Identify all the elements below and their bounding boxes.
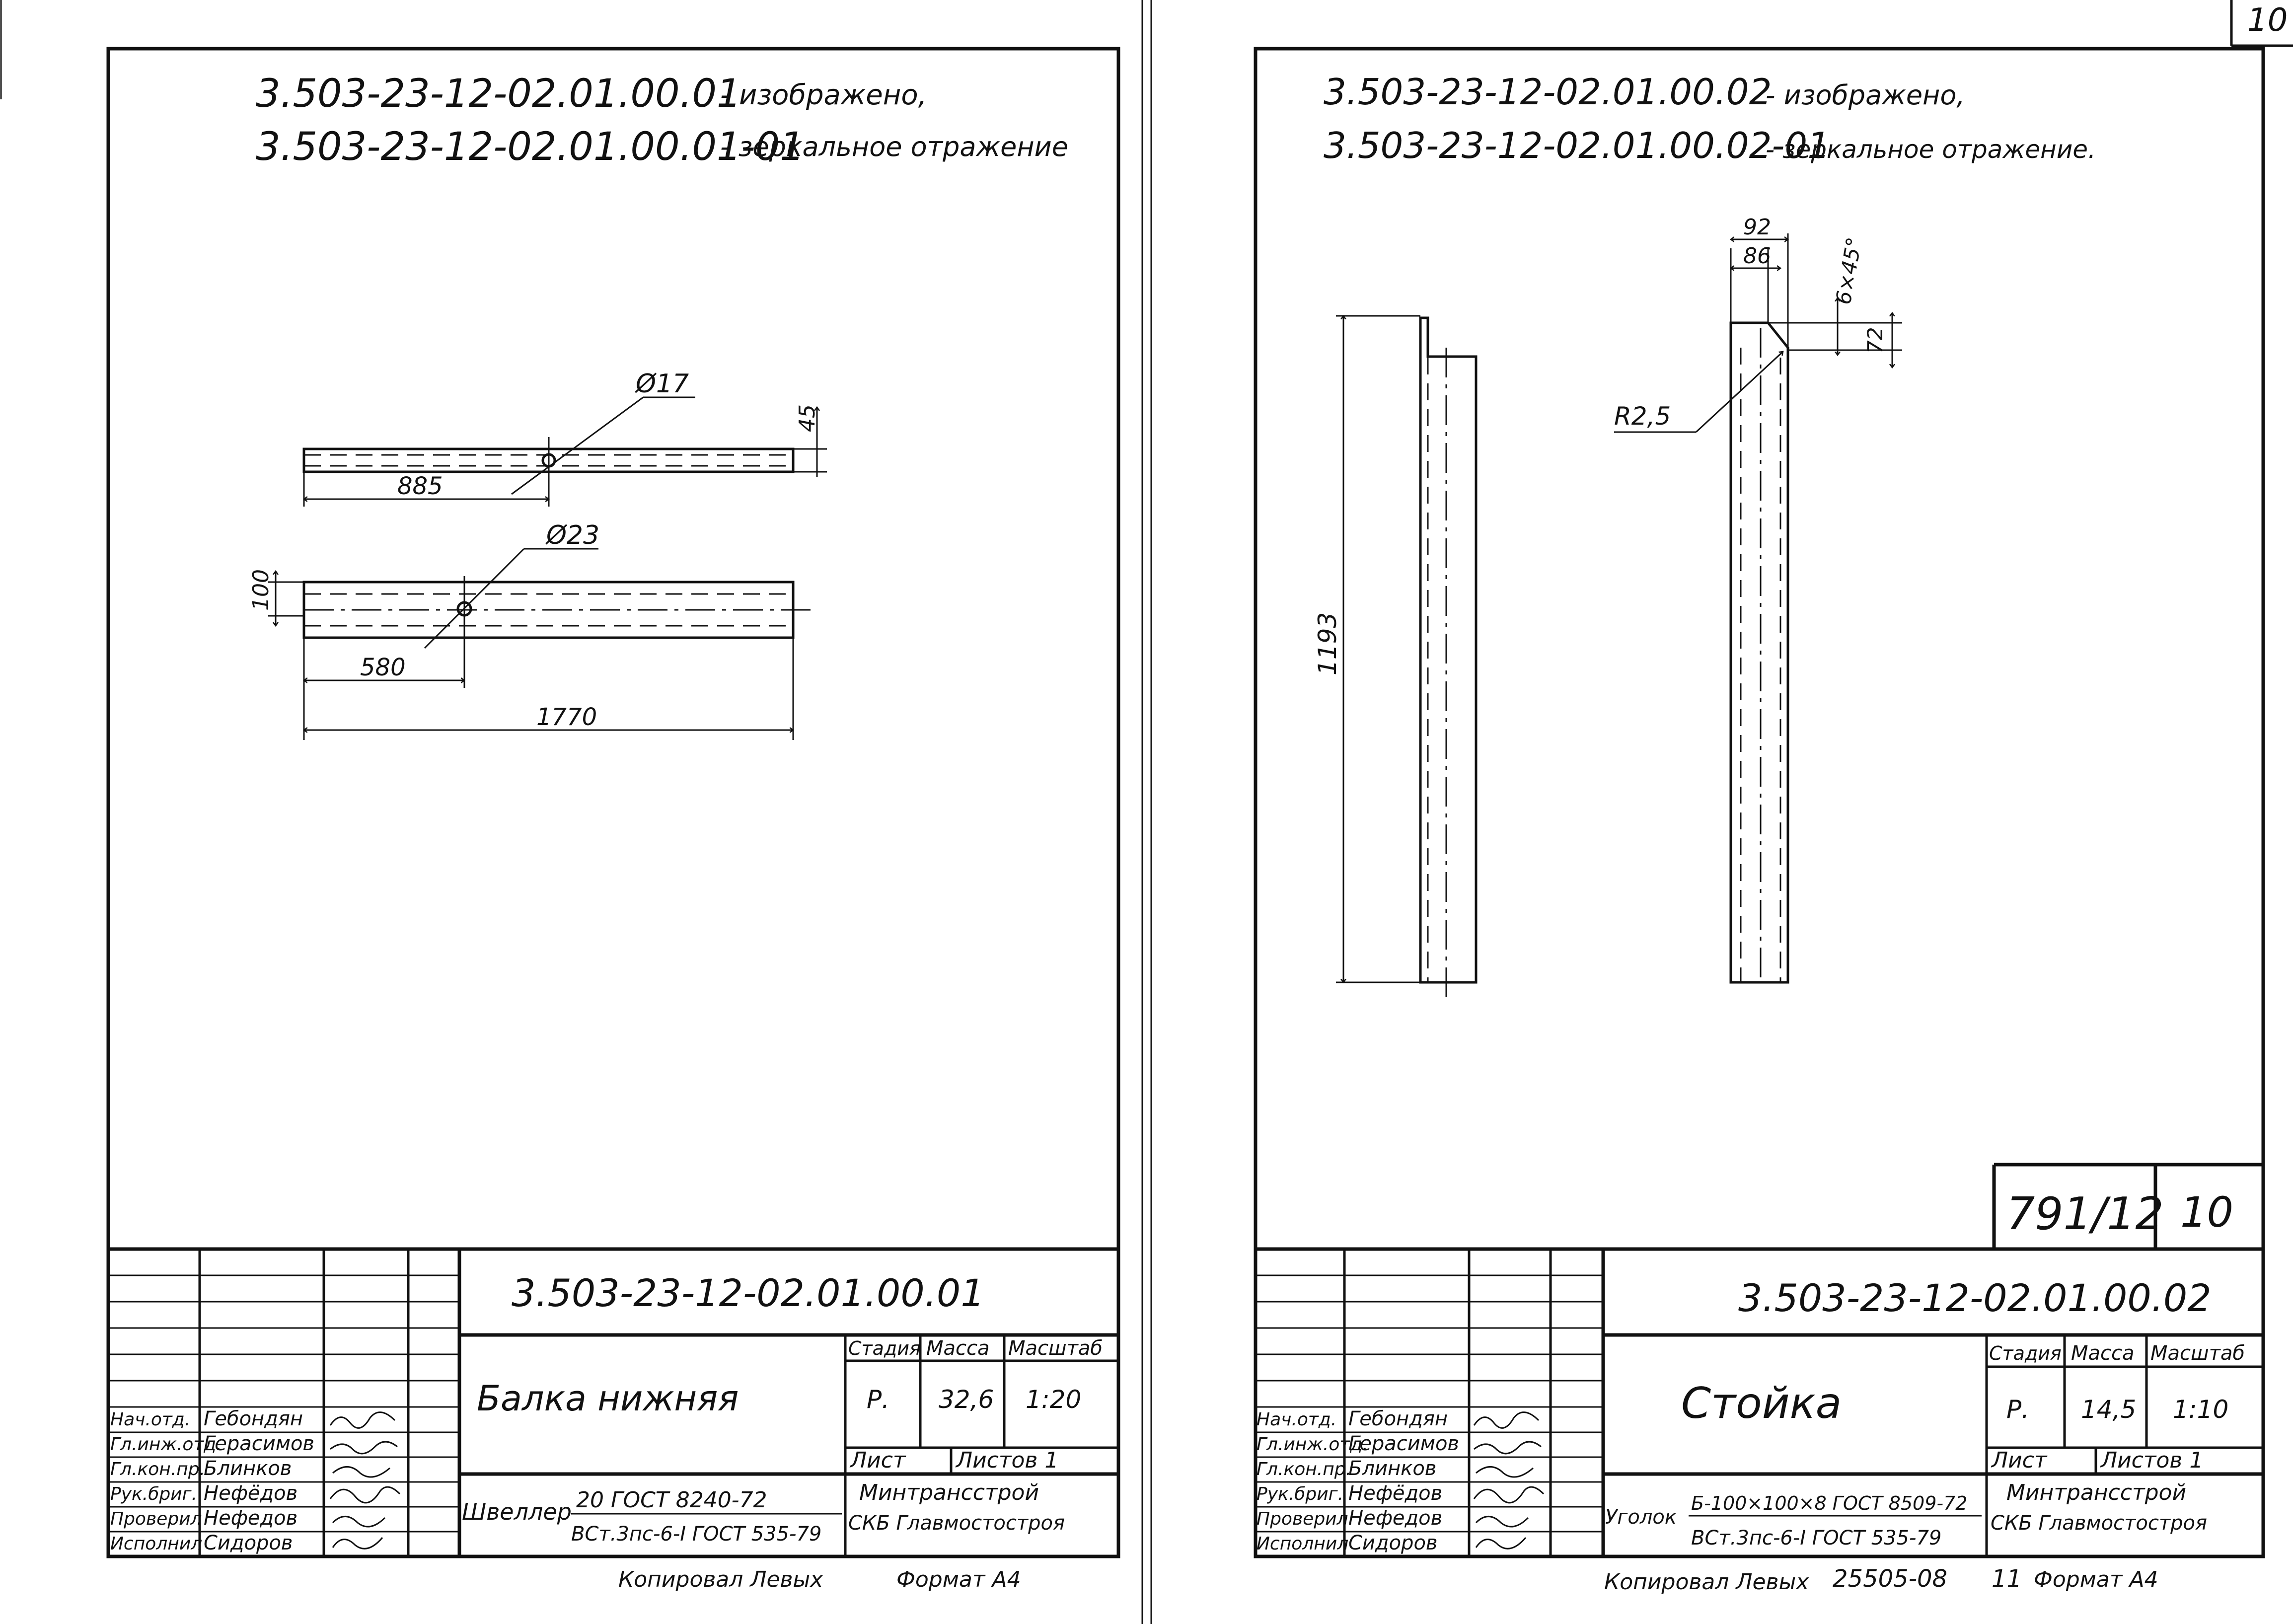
right-role-3: Гл.кон.пр.	[1257, 1459, 1352, 1479]
right-role-2: Гл.инж.отд.	[1257, 1434, 1368, 1455]
right-name-6: Сидоров	[1348, 1532, 1438, 1554]
right-role-4: Рук.бриг.	[1257, 1484, 1344, 1504]
dim-height-small: 45	[795, 404, 820, 432]
left-mass-label: Масса	[926, 1337, 990, 1360]
right-header-code-1: 3.503-23-12-02.01.00.02	[1324, 71, 1772, 113]
right-sheet	[1256, 49, 2263, 1595]
dim-chamfer: 6×45°	[1831, 235, 1867, 306]
right-stage: Р.	[2006, 1395, 2030, 1424]
dim-hole-small: Ø17	[636, 369, 689, 399]
right-mass: 14,5	[2081, 1395, 2137, 1424]
page-number: 10	[2247, 2, 2288, 39]
right-org-line1: Минтрансстрой	[2006, 1480, 2187, 1505]
left-role-1: Нач.отд.	[110, 1409, 191, 1430]
right-footer-order: 25505-08	[1833, 1565, 1948, 1593]
dim-hole-large: Ø23	[546, 520, 600, 550]
stamp-number: 791/12	[2006, 1188, 2164, 1240]
left-role-4: Рук.бриг.	[110, 1484, 198, 1504]
left-material-top: 20 ГОСТ 8240-72	[576, 1487, 767, 1513]
right-material-top: Б-100×100×8 ГОСТ 8509-72	[1691, 1492, 1968, 1514]
left-stage-label: Стадия	[848, 1337, 921, 1359]
right-name-4: Нефёдов	[1348, 1482, 1443, 1505]
right-material-label: Уголок	[1605, 1506, 1677, 1529]
right-footer-format: Формат А4	[2034, 1567, 2158, 1592]
left-name-3: Блинков	[204, 1457, 292, 1480]
dim-radius: R2,5	[1614, 402, 1671, 431]
left-sheets-label: Листов 1	[956, 1448, 1059, 1473]
right-header-note-2: - зеркальное отражение.	[1766, 135, 2096, 164]
left-sheet-label: Лист	[850, 1448, 906, 1473]
left-header-code-2: 3.503-23-12-02.01.00.01-01	[256, 125, 805, 169]
left-footer-copied: Копировал Левых	[618, 1567, 823, 1592]
left-footer-format: Формат А4	[896, 1567, 1021, 1592]
dim-step: 72	[1863, 327, 1887, 354]
page-number-box	[2231, 0, 2293, 46]
dim-offset-large: 580	[360, 654, 406, 681]
left-role-2: Гл.инж.отд.	[110, 1434, 222, 1455]
beam-front-view	[248, 520, 814, 740]
left-role-6: Исполнил	[110, 1534, 203, 1554]
left-designation: 3.503-23-12-02.01.00.01	[512, 1271, 985, 1315]
dim-offset-small: 885	[397, 472, 443, 500]
right-sheet-label: Лист	[1992, 1448, 2047, 1473]
right-header-code-2: 3.503-23-12-02.01.00.02-01	[1324, 125, 1831, 166]
right-name-3: Блинков	[1348, 1457, 1437, 1480]
right-name-2: Герасимов	[1348, 1432, 1460, 1455]
dim-width-inner: 86	[1743, 243, 1771, 269]
right-footer-copied: Копировал Левых	[1604, 1569, 1809, 1595]
left-org-line2: СКБ Главмостостроя	[848, 1512, 1065, 1535]
right-sheets-label: Листов 1	[2101, 1448, 2204, 1473]
beam-top-view	[304, 369, 827, 507]
dim-height-large: 100	[248, 569, 274, 611]
right-name-1: Гебондян	[1348, 1407, 1448, 1430]
left-part-name: Балка нижняя	[477, 1378, 739, 1419]
left-name-5: Нефедов	[204, 1507, 298, 1530]
post-front-view	[1614, 215, 1902, 982]
left-sheet	[108, 49, 1118, 1592]
right-designation: 3.503-23-12-02.01.00.02	[1738, 1276, 2212, 1320]
left-title-block	[108, 1249, 1118, 1556]
left-name-2: Герасимов	[204, 1432, 315, 1455]
stamp-sheet: 10	[2180, 1188, 2233, 1237]
right-role-5: Проверил	[1257, 1509, 1348, 1529]
left-org-line1: Минтрансстрой	[859, 1480, 1039, 1505]
post-side-view	[1313, 316, 1476, 1003]
left-name-4: Нефёдов	[204, 1482, 298, 1505]
stamp-box	[1994, 1165, 2263, 1249]
dim-post-height: 1193	[1313, 612, 1342, 675]
left-header-note-2: - зеркальное отражение	[720, 131, 1068, 162]
right-sheet-frame	[1256, 49, 2263, 1556]
right-name-5: Нефедов	[1348, 1507, 1443, 1530]
right-title-block	[1256, 1249, 2263, 1556]
right-stage-label: Стадия	[1989, 1342, 2062, 1364]
right-mass-label: Масса	[2071, 1342, 2135, 1365]
left-material-label: Швеллер	[462, 1498, 572, 1525]
right-footer-copy-no: 11	[1992, 1565, 2022, 1593]
left-header-code-1: 3.503-23-12-02.01.00.01	[256, 72, 741, 116]
right-header-note-1: - изображено,	[1766, 79, 1965, 111]
left-stage: Р.	[867, 1385, 890, 1414]
right-role-6: Исполнил	[1257, 1534, 1349, 1554]
left-sheet-frame	[108, 49, 1118, 1556]
right-org-line2: СКБ Главмостостроя	[1991, 1512, 2208, 1535]
left-header-note-1: - изображено,	[720, 79, 927, 111]
left-role-5: Проверил	[110, 1509, 202, 1529]
right-scale: 1:10	[2173, 1395, 2229, 1424]
dim-length: 1770	[536, 703, 597, 731]
right-part-name: Стойка	[1681, 1379, 1842, 1428]
left-scale: 1:20	[1026, 1385, 1082, 1414]
left-name-6: Сидоров	[204, 1532, 293, 1554]
dim-width-outer: 92	[1743, 215, 1771, 240]
right-scale-label: Масштаб	[2150, 1342, 2245, 1365]
right-material-bottom: ВСт.3пс-6-I ГОСТ 535-79	[1691, 1527, 1942, 1550]
left-name-1: Гебондян	[204, 1407, 303, 1430]
left-scale-label: Масштаб	[1008, 1337, 1103, 1360]
left-role-3: Гл.кон.пр.	[110, 1459, 206, 1479]
left-material-bottom: ВСт.3пс-6-I ГОСТ 535-79	[571, 1523, 822, 1546]
left-mass: 32,6	[939, 1385, 994, 1414]
right-role-1: Нач.отд.	[1257, 1409, 1337, 1430]
